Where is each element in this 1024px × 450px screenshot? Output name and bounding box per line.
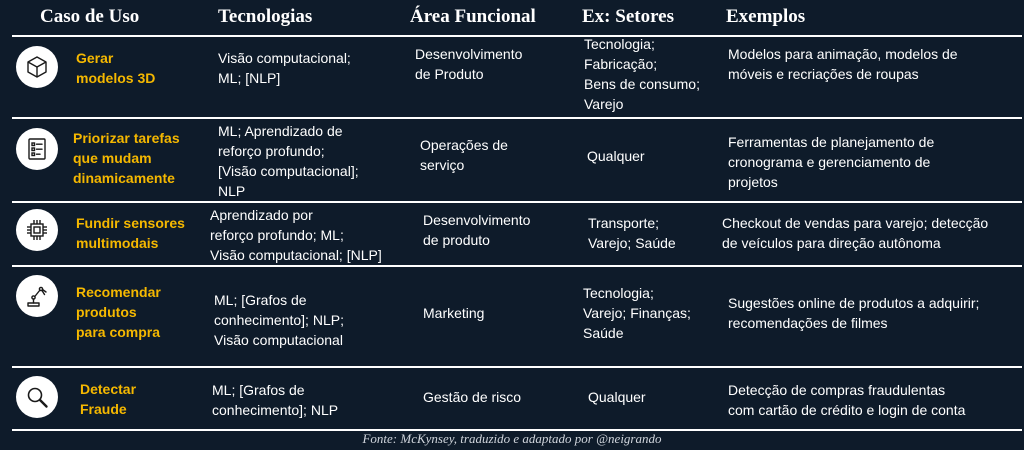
row-separator: [12, 366, 1022, 368]
functional-area-cell: Desenvolvimento de produto: [423, 212, 531, 248]
row-separator: [12, 201, 1022, 203]
sectors-cell: Qualquer: [587, 148, 645, 164]
chip-icon: [16, 209, 58, 251]
examples-cell: Modelos para animação, modelos de móveis e recriações de roupas: [728, 46, 958, 82]
functional-area-cell: Operações de serviço: [420, 137, 508, 173]
header-use-case: Caso de Uso: [40, 6, 140, 27]
source-footer: Fonte: McKynsey, traduzido e adaptado por @neigrando: [362, 431, 662, 446]
technologies-cell: Visão computacional; ML; [NLP]: [218, 50, 351, 86]
use-case-label: Detectar Fraude: [80, 381, 137, 417]
technologies-cell: Aprendizado por reforço profundo; ML; Visão computacional; [NLP]: [210, 207, 382, 263]
use-case-label: Gerar modelos 3D: [76, 50, 156, 86]
technologies-cell: ML; [Grafos de conhecimento]; NLP: [212, 382, 339, 418]
sectors-cell: Tecnologia; Varejo; Finanças; Saúde: [583, 285, 691, 341]
row-separator: [12, 117, 1022, 119]
sectors-cell: Qualquer: [588, 389, 646, 405]
cube-icon: [16, 46, 58, 88]
sectors-cell: Tecnologia; Fabricação; Bens de consumo; Varejo: [584, 36, 700, 112]
examples-cell: Detecção de compras fraudulentas com cartão de crédito e login de conta: [728, 382, 966, 418]
robot-arm-icon: [16, 275, 58, 317]
use-case-label: Priorizar tarefas que mudam dinamicamente: [73, 130, 180, 186]
functional-area-cell: Desenvolvimento de Produto: [415, 46, 523, 82]
examples-cell: Sugestões online de produtos a adquirir; recomendações de filmes: [728, 295, 980, 331]
header-technologies: Tecnologias: [218, 6, 313, 27]
sectors-cell: Transporte; Varejo; Saúde: [588, 215, 676, 251]
checklist-icon: [16, 128, 58, 170]
use-case-label: Fundir sensores multimodais: [76, 215, 185, 251]
header-functional-area: Área Funcional: [410, 6, 536, 27]
header-sectors: Ex: Setores: [582, 6, 674, 27]
technologies-cell: ML; Aprendizado de reforço profundo; [Visão computacional]; NLP: [218, 123, 359, 199]
functional-area-cell: Gestão de risco: [423, 389, 522, 405]
header-examples: Exemplos: [726, 6, 806, 27]
technologies-cell: ML; [Grafos de conhecimento]; NLP; Visão computacional: [214, 292, 344, 348]
row-separator: [12, 265, 1022, 267]
magnifier-icon: [16, 376, 58, 418]
examples-cell: Checkout de vendas para varejo; detecção de veículos para direção autônoma: [722, 215, 989, 251]
examples-cell: Ferramentas de planejamento de cronograma e gerenciamento de projetos: [728, 134, 935, 190]
use-case-label: Recomendar produtos para compra: [76, 284, 161, 340]
row-separator: [12, 35, 1022, 37]
functional-area-cell: Marketing: [423, 305, 485, 321]
